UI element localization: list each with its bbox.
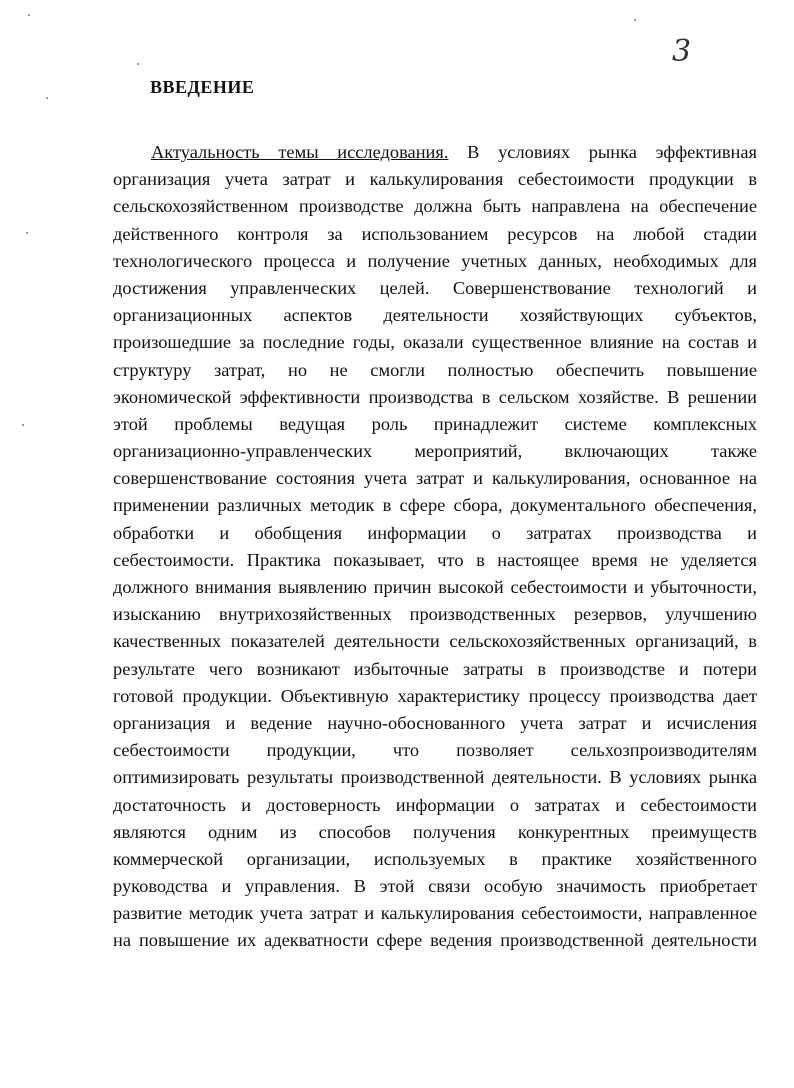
paragraph-line: применении различных методик в сфере сбора, документального обеспечения, — [113, 495, 757, 516]
paragraph-line: экономической эффективности производства в сельском хозяйстве. В решении — [113, 386, 757, 407]
paragraph-line: себестоимости. Практика показывает, что в настоящее время не уделяется — [113, 549, 757, 570]
topic-relevance-heading: Актуальность темы исследования. — [151, 142, 449, 162]
paragraph-line: достаточность и достоверность информации о затратах и себестоимости — [113, 794, 757, 815]
paragraph-line: организация учета затрат и калькулирования себестоимости продукции в — [113, 169, 757, 190]
page-number: 3 — [672, 34, 692, 69]
paragraph-line: обработки и обобщения информации о затратах производства и — [113, 522, 757, 543]
scan-speck — [22, 424, 24, 426]
section-title: ВВЕДЕНИЕ — [150, 77, 255, 97]
paragraph-line: должного внимания выявлению причин высокой себестоимости и убыточности, — [113, 577, 757, 597]
paragraph-line-last: на повышение их адекватности сфере ведения производственной деятельности — [113, 930, 757, 951]
paragraph-line: достижения управленческих целей. Совершенствование технологий и — [113, 277, 757, 298]
paragraph-line: структуру затрат, но не смогли полностью обеспечить повышение — [113, 359, 757, 380]
body-paragraph — [113, 139, 757, 955]
first-line-rest: В условиях рынка эффективная — [467, 142, 757, 162]
paragraph-line: оптимизировать результаты производственной деятельности. В условиях рынка — [113, 767, 757, 788]
paragraph-line: руководства и управления. В этой связи особую значимость приобретает — [113, 876, 757, 897]
paragraph-line: этой проблемы ведущая роль принадлежит системе комплексных — [113, 413, 757, 434]
paragraph-line: произошедшие за последние годы, оказали существенное влияние на состав и — [113, 332, 757, 353]
scan-speck — [137, 63, 139, 65]
paragraph-line: изысканию внутрихозяйственных производственных резервов, улучшению — [113, 604, 757, 625]
paragraph-line: сельскохозяйственном производстве должна быть направлена на обеспечение — [113, 196, 757, 217]
scan-speck — [28, 14, 30, 16]
scan-speck — [46, 97, 48, 99]
paragraph-line: совершенствование состояния учета затрат и калькулирования, основанное на — [113, 468, 757, 489]
paragraph-line: коммерческой организации, используемых в практике хозяйственного — [113, 848, 757, 869]
paragraph-line-first — [113, 139, 757, 166]
paragraph-line: развитие методик учета затрат и калькулирования себестоимости, направленное — [113, 903, 757, 924]
paragraph-line: организационно-управленческих мероприятий, включающих также — [113, 441, 757, 462]
paragraph-line: технологического процесса и получение учетных данных, необходимых для — [113, 250, 757, 271]
paragraph-line: себестоимости продукции, что позволяет сельхозпроизводителям — [113, 740, 757, 761]
paragraph-line: готовой продукции. Объективную характеристику процессу производства дает — [113, 685, 757, 706]
paragraph-line: результате чего возникают избыточные затраты в производстве и потери — [113, 658, 757, 679]
paragraph-line: организационных аспектов деятельности хозяйствующих субъектов, — [113, 305, 757, 326]
paragraph-line: организация и ведение научно-обоснованного учета затрат и исчисления — [113, 712, 757, 733]
paragraph-line: являются одним из способов получения конкурентных преимуществ — [113, 821, 757, 842]
paragraph-line: действенного контроля за использованием ресурсов на любой стадии — [113, 223, 757, 244]
scan-speck — [634, 19, 636, 21]
paragraph-line: качественных показателей деятельности сельскохозяйственных организаций, в — [113, 631, 757, 652]
scan-speck — [26, 232, 28, 234]
